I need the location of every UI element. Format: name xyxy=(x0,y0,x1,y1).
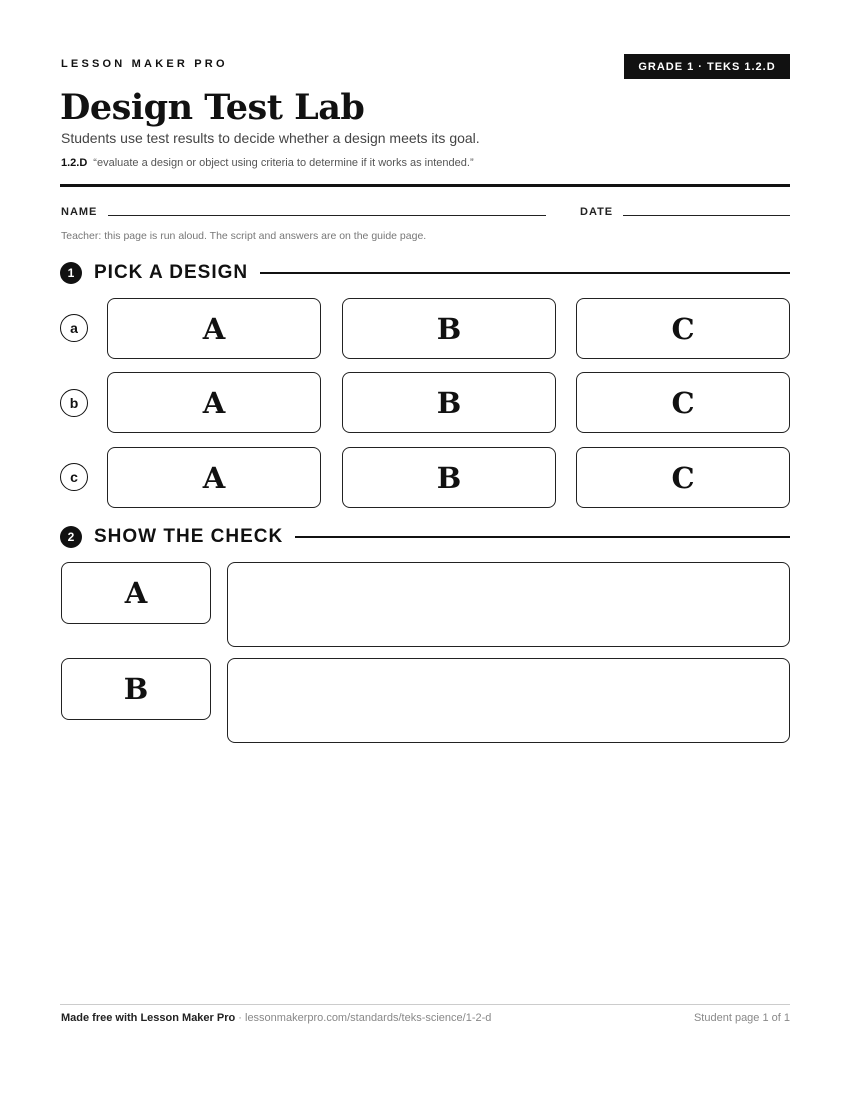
choice-c-C[interactable]: C xyxy=(576,447,790,508)
section-show-the-check xyxy=(60,525,790,549)
name-field[interactable] xyxy=(108,215,546,216)
page-title: Design Test Lab xyxy=(60,87,365,128)
footer-credit xyxy=(61,1012,491,1024)
section-rule xyxy=(295,536,790,538)
page-subtitle: Students use test results to decide whether a design meets its goal. xyxy=(61,130,480,146)
choice-a-B[interactable]: B xyxy=(342,298,556,359)
row-marker-c: c xyxy=(60,463,88,491)
section-number: 2 xyxy=(60,526,82,548)
name-label: NAME xyxy=(61,206,98,218)
check-label-B: B xyxy=(61,658,211,720)
standard-text: “evaluate a design or object using criteria to determine if it works as intended.” xyxy=(93,157,474,169)
footer-url[interactable]: lessonmakerpro.com/standards/teks-science/1-2-d xyxy=(245,1012,492,1024)
date-label: DATE xyxy=(580,206,614,218)
choice-b-C[interactable]: C xyxy=(576,372,790,433)
standard-code: 1.2.D xyxy=(61,157,88,169)
footer-separator: · xyxy=(235,1012,245,1024)
choice-b-B[interactable]: B xyxy=(342,372,556,433)
section-rule xyxy=(260,272,790,274)
check-answer-box-B[interactable] xyxy=(227,658,790,743)
choice-c-B[interactable]: B xyxy=(342,447,556,508)
grade-badge: GRADE 1 · TEKS 1.2.D xyxy=(624,54,790,79)
teacher-note: Teacher: this page is run aloud. The script and answers are on the guide page. xyxy=(61,230,427,242)
section-title: SHOW THE CHECK xyxy=(94,526,284,547)
row-marker-a: a xyxy=(60,314,88,342)
section-pick-a-design xyxy=(60,261,790,285)
choice-a-A[interactable]: A xyxy=(107,298,321,359)
check-answer-box-A[interactable] xyxy=(227,562,790,647)
check-label-A: A xyxy=(61,562,211,624)
date-field[interactable] xyxy=(623,215,790,216)
section-title: PICK A DESIGN xyxy=(94,262,249,283)
section-number: 1 xyxy=(60,262,82,284)
header-divider xyxy=(60,184,790,187)
choice-a-C[interactable]: C xyxy=(576,298,790,359)
choice-c-A[interactable]: A xyxy=(107,447,321,508)
footer-made-with: Made free with Lesson Maker Pro xyxy=(61,1012,236,1024)
brand-name: LESSON MAKER PRO xyxy=(61,58,228,70)
row-marker-b: b xyxy=(60,389,88,417)
footer-page-number: Student page 1 of 1 xyxy=(693,1012,790,1024)
choice-b-A[interactable]: A xyxy=(107,372,321,433)
standard-line xyxy=(61,157,474,169)
footer-divider xyxy=(60,1004,790,1005)
